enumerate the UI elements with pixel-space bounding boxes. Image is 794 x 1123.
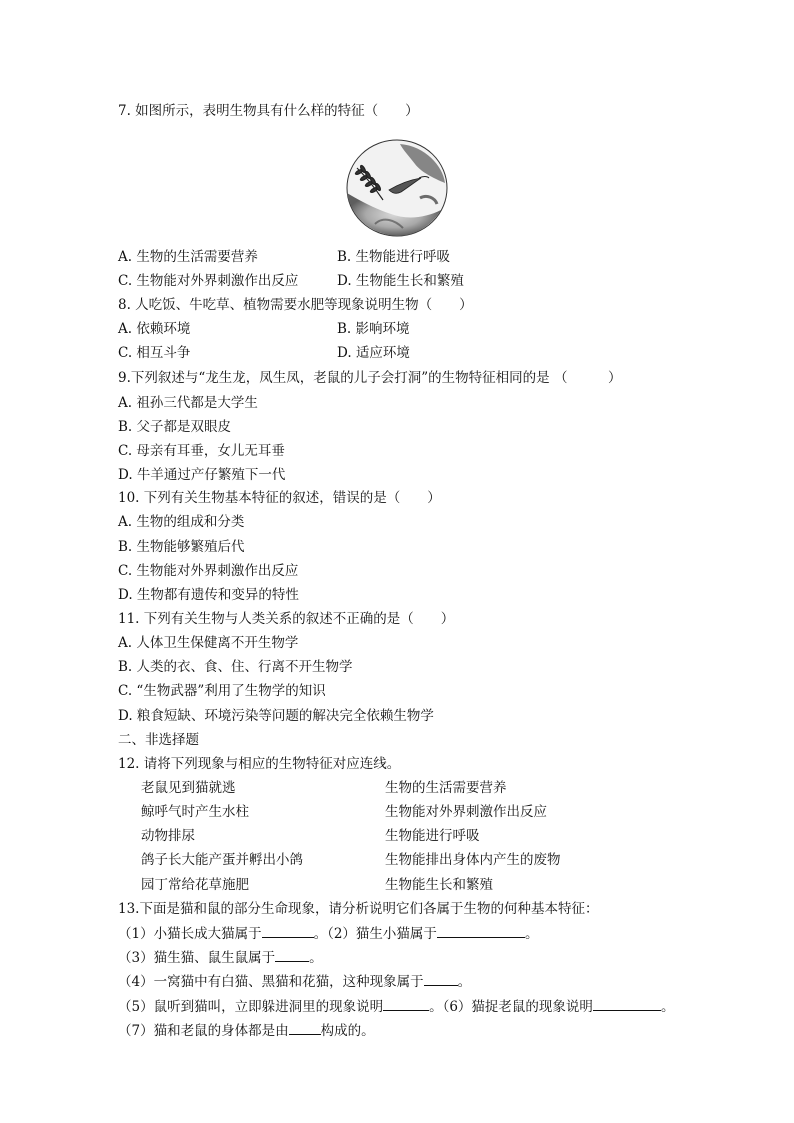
question-7-option-b: B. 生物能进行呼吸	[337, 249, 451, 265]
question-11-option-d: D. 粮食短缺、环境污染等问题的解决完全依赖生物学	[118, 708, 434, 724]
match-left-item: 动物排尿	[141, 828, 195, 844]
question-11-option-b: B. 人类的衣、食、住、行离不开生物学	[118, 659, 353, 675]
question-7-option-c: C. 生物能对外界刺激作出反应	[118, 273, 299, 289]
question-13-line-3: （4）一窝猫中有白猫、黑猫和花猫，这种现象属于 。	[118, 971, 471, 992]
answer-blank-3[interactable]	[275, 947, 309, 962]
match-right-item: 生物能进行呼吸	[385, 828, 480, 844]
question-9-stem: 9.下列叙述与“龙生龙，凤生凤，老鼠的儿子会打洞”的生物特征相同的是 （ ）	[118, 370, 622, 386]
question-13-line-2: （3）猫生猫、鼠生鼠属于 。	[118, 947, 323, 968]
question-9-option-d: D. 牛羊通过产仔繁殖下一代	[118, 467, 286, 483]
question-11-option-a: A. 人体卫生保健离不开生物学	[118, 635, 299, 651]
question-7-stem: 7. 如图所示，表明生物具有什么样的特征（ ）	[118, 103, 419, 119]
question-10-option-b: B. 生物能够繁殖后代	[118, 539, 245, 555]
answer-blank-6[interactable]	[593, 996, 661, 1011]
question-9-option-a: A. 祖孙三代都是大学生	[118, 395, 258, 411]
question-8-option-b: B. 影响环境	[337, 321, 410, 337]
question-10-option-c: C. 生物能对外界刺激作出反应	[118, 563, 299, 579]
match-left-item: 老鼠见到猫就逃	[141, 780, 236, 796]
question-7-option-d: D. 生物能生长和繁殖	[337, 273, 464, 289]
answer-blank-1[interactable]	[262, 923, 314, 938]
mimosa-leaf-figure	[345, 138, 449, 238]
question-9-option-b: B. 父子都是双眼皮	[118, 419, 232, 435]
question-11-stem: 11. 下列有关生物与人类关系的叙述不正确的是（ ）	[118, 611, 455, 627]
question-7-option-a: A. 生物的生活需要营养	[118, 249, 258, 265]
match-right-item: 生物能对外界刺激作出反应	[385, 804, 547, 820]
question-8-stem: 8. 人吃饭、牛吃草、植物需要水肥等现象说明生物（ ）	[118, 297, 473, 313]
match-left-item: 园丁常给花草施肥	[141, 877, 249, 893]
answer-blank-5[interactable]	[383, 996, 429, 1011]
match-left-item: 鲸呼气时产生水柱	[141, 804, 249, 820]
match-right-item: 生物的生活需要营养	[385, 780, 507, 796]
question-13-line-1: （1）小猫长成大猫属于 。（2）猫生小猫属于 。	[118, 923, 538, 944]
question-8-option-a: A. 依赖环境	[118, 321, 191, 337]
question-9-option-c: C. 母亲有耳垂，女儿无耳垂	[118, 443, 285, 459]
question-13-line-4: （5）鼠听到猫叫，立即躲进洞里的现象说明 。（6）猫捉老鼠的现象说明 。	[118, 996, 674, 1017]
question-13-stem: 13.下面是猫和鼠的部分生命现象，请分析说明它们各属于生物的何种基本特征：	[118, 901, 599, 917]
match-left-item: 鸽子长大能产蛋并孵出小鸽	[141, 852, 303, 868]
question-10-option-a: A. 生物的组成和分类	[118, 514, 245, 530]
match-right-item: 生物能排出身体内产生的废物	[385, 852, 561, 868]
answer-blank-4[interactable]	[424, 971, 458, 986]
question-10-stem: 10. 下列有关生物基本特征的叙述，错误的是（ ）	[118, 490, 441, 506]
section-heading: 二、非选择题	[118, 732, 199, 748]
question-13-line-5: （7）猫和老鼠的身体都是由 构成的。	[118, 1020, 375, 1041]
question-10-option-d: D. 生物都有遗传和变异的特性	[118, 587, 299, 603]
question-8-option-c: C. 相互斗争	[118, 345, 191, 361]
answer-blank-7[interactable]	[289, 1020, 321, 1035]
match-right-item: 生物能生长和繁殖	[385, 877, 493, 893]
question-8-option-d: D. 适应环境	[337, 345, 410, 361]
question-12-stem: 12. 请将下列现象与相应的生物特征对应连线。	[118, 756, 401, 772]
question-11-option-c: C. “生物武器”利用了生物学的知识	[118, 683, 326, 699]
answer-blank-2[interactable]	[437, 923, 525, 938]
